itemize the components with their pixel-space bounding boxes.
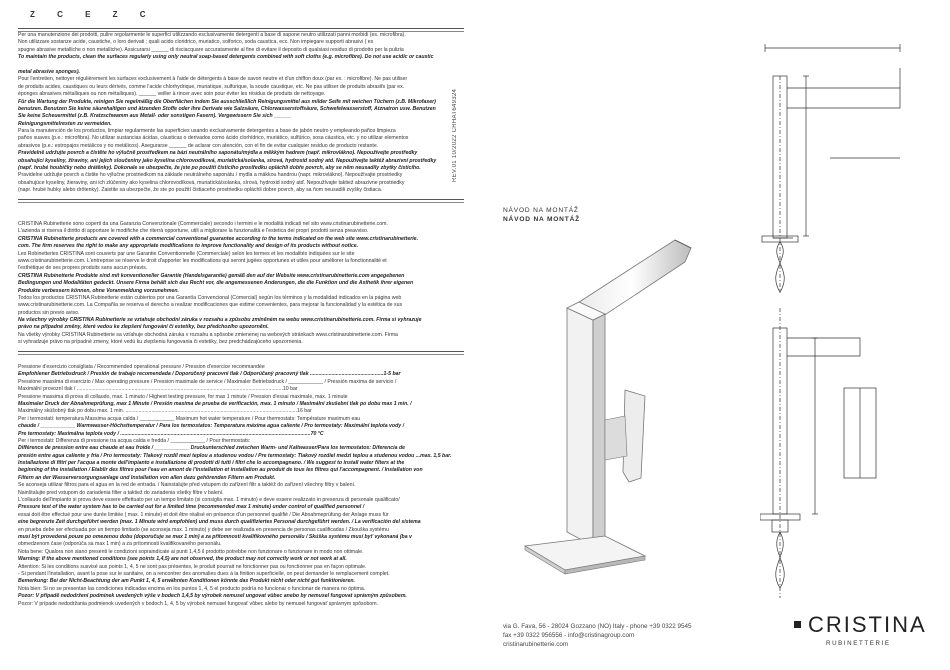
section1-line: Per una manutenzione dei prodotti, pulire regolarmente le superfici utilizzando esclusivamente detergenti a base di sapone neutro utilizzati panni morbidi (es. microfibra). <box>18 32 406 38</box>
company-address: via G. Fava, 56 - 28024 Gozzano (NO) Italy - phone +39 0322 9545 <box>503 623 692 630</box>
divider-section-2 <box>18 351 464 352</box>
section3-line: - Si pendant l'installation, avant la pose sur le sanitaire, on a rencontrer des anomalies dues à la finition superficielle, on peut demander le remplacement complet. <box>18 570 390 577</box>
section2-line: com. The firm reserves the right to make any appropriate modifications to improve functionality and design of its products without notice. <box>18 243 359 250</box>
brand-subtitle: RUBINETTERIE <box>826 640 891 647</box>
warranty-section <box>18 221 464 347</box>
technical-drawing-1 <box>762 44 900 293</box>
faucet-base <box>525 536 645 574</box>
title-line-1: NÁVOD NA MONTÁŽ <box>503 207 579 214</box>
section3-line: chaude / ____________ Warmwasser-Höchsttemperatur / Para los termostatos: Temperatura máxima agua caliente / Pro termostaty: Maximální teplota vody / <box>18 423 405 430</box>
section1-line: obsahující kyseliny, žíraviny, ani jejich sloučeniny jako kyselina chlorovodíková, muriatická/solanka, sírová, hydroxid sodný atd. Nepoužívejte taktéž abrazivní prostředky <box>18 157 437 164</box>
section1-line: éponges abrasives métalliques ou non métalliques). ______ veiller à rincer avec soin pour éviter les résidus de produits de nettoyage. <box>18 91 326 98</box>
section3-line: Warning: If the above mentioned conditions (see points 1,4,5) are not observed, the product may not correctly work or not work at all. <box>18 556 347 563</box>
section3-line: Maximaler Druck der Abnahmeprüfung, max 1 Minute / Presión maxima de prueba de verificación, max. 1 minuto / Maximální zkušební tlak po dobu max 1 min. / <box>18 400 412 407</box>
section3-line: beginning of the installation / Établir des filtres pour l'eau en amont de l'installation et installation au produit de tous les filtres qui l'accompagnent. / Installation von <box>18 467 423 474</box>
section1-line: (např. hrubé houbičky nebo drátěnky). Dokonale se ubezpečte, že jste po použití čisticího prostředku opláchli dobře povrch, aby se něm neusadily zbytky čisticího. <box>18 165 421 172</box>
section1-line: metal abrasive sponges). <box>18 68 80 75</box>
section1-line: (napr. hrubé hubky alebo drôtenky). Zaistite sa ubezpečte, že ste po použití čistiaceho prostriedku opláchli dobre povrch, aby sa ňom neusadili zvyšky čistiaca. <box>18 187 383 194</box>
section3-line: Maximální provozní tlak / ...............................................................................................................................................10 bar <box>18 386 298 393</box>
company-website: cristinarubinetterie.com <box>503 641 569 648</box>
section3-line: Différence de pression entre eau chaude et eau froide / ____________ Druckunterschied zwischen Warm- und Kaltwasser/Para los termostatos: Diferencia de <box>18 445 406 452</box>
brand-logo <box>808 612 927 647</box>
section1-line: Pour l'entretien, nettoyer régulièrement les surfaces exclusivement à l'aide de détergents à base de savon neutre et d'un chiffon doux (par ex. : microfibre). Ne pas utiliser <box>18 76 408 83</box>
section1-line: Pravidelně udržujte povrch a čistěte ho výlučně prostředkem na bázi neutrálního saponátu/mýdla a měkkým hadrem (např. mikrovlákno). Nepoužívejte prostředky <box>18 150 418 157</box>
section2-line: l'esthétique de ses propres produits sans aucun préavis. <box>18 265 148 272</box>
document-code: REV.01 10/2022 CRHAT649324 <box>452 88 458 182</box>
section3-line: Pressione massima di esercizio / Max operating pressure / Pression maximale de service / Maximaler Betriebsdruck / ____________ / Pressión maxima de servicio / <box>18 378 397 385</box>
section2-line: Bedingungen und Modalitäten gedeckt. Unsere Firma behält sich das Recht vor, die angemessenen Änderungen, die die Funktion und die Ästhetik ihrer eigenen <box>18 280 414 287</box>
brand-mark-icon <box>794 621 801 628</box>
section1-line: de produits acides, caustiques ou leurs dérivés, comme l'acide chlorhydrique, muriatique, sulfurique, la soude caustique, etc. Ne pas utiliser de produits abrasifs (par ex. <box>18 83 405 90</box>
section3-line: Pressure test of the water system has to be carried out for a limited time (recommended max 1 minute) under control of qualified personnel / <box>18 504 365 511</box>
section3-line: L'collaudo dell'impianto si prova deve essere effettuato per un tempo limitato (si consiglia max. 1 minuto) e deve essere realizzato in presenza di personale qualificato/ <box>18 497 400 504</box>
section3-line: Bemerkung: Bei der Nicht-Beachtung der am Punkt 1, 4, 5 erwähnten Konditionen könnte das Produkt nicht oder nicht gut funktionieren. <box>18 578 355 585</box>
faucet-body <box>567 302 605 546</box>
company-fax-email: fax +39 0322 956556 - info@cristinagroup.com <box>503 632 635 639</box>
divider-section-1b <box>18 202 464 203</box>
section3-line: Pozor: V případě nedodržení podmínek uvedených výše v bodech 1,4,5 by výrobek nemusel ungovat vůbec anebo by nemusel fungovat správným způsobem. <box>18 593 407 600</box>
maintenance-section <box>18 32 464 195</box>
section1-line: Für die Wartung der Produkte, reinigen Sie regelmäßig die Oberflächen indem Sie ausschließlich Reinigungsmittel aus milder Seife mit weichen Tüchern (z.B. Mikrofaser) <box>18 98 436 105</box>
section2-line: si vyhradzuje právo na prípadné zmeny, ktoré vedú ku zlepšeniu fungovania či estetiky, bez predchádzajúceho upozornenia. <box>18 339 303 346</box>
section1-line: obsahujúce kyseliny, žieraviny, ani ich zlúčeniny ako kyselina chlorovodíková, muriatická/solanka, sírová, hydroxid sodný atď. Nepoužívajte taktiež abrazívne prostriedky <box>18 179 405 186</box>
section1-line: Sie keine Scheuermittel (z.B. Kratzschwamm aus Metall- oder sonstigen Fasern). Vergewissern Sie sich ______ <box>18 113 292 120</box>
section2-line: www.cristinarubinetterie.com. La Compañía se reserva el derecho a realizar modificaciones que estime convenientes, para mejorar la funcionalidad y la estética de sus <box>18 302 403 309</box>
section3-line: Nota bien: Si no se presentan las condiciones indicadas encima en los puntos 1, 4, 5 el producto podría no funcionar o funcionar de manera no óptima. <box>18 585 366 592</box>
section3-line: Empfohlener Betriebsdruck / Presión de trabajo recomendada / Doporučený pracovní tlak / Odporúčaný pracovný tlak ...................................................1-5 bar <box>18 371 401 378</box>
section1-line <box>18 62 464 69</box>
section3-line: musí být provedená pouze po omezenou dobu (doporučuje se max 1 min) a za přítomnosti kvalifikovného personálu / Skúška systému musí byť vykonaná (ba v <box>18 533 412 540</box>
section3-line: Nota bene: Qualora non siano presenti le condizioni sopraindicate ai punti 1,4,5 il prodotto potrebbe non funzionare o funzionare in modo non ottimale. <box>18 548 364 555</box>
section1-line: To maintain the products, clean the surfaces regularly using only neutral soap-based detergents combined with soft cloths (e.g. microfibre). Do not use acidic or caustic <box>18 54 434 61</box>
section3-line: Se aconseja utilizar filtros para el agua en la red de entrada. / Nainstalujte před vstupem do zařízení filtr a taktéž do zařízení všechny filtry v balení. <box>18 482 356 489</box>
section1-line: paños suaves (p.e.: microfibra). No utilizar sustancias ácidas, cáusticas o derivados como ácido clorhídrico, muriático, sulfúrico, sosa cáustica, etc. y no utilizar elementos <box>18 135 409 142</box>
section1-line: abrasivos (p.e.: estropajos metálicos y no metálicos). Asegurarse ______ de aclarar con atención, con el fin de evitar cualquier residuo de producto restante. <box>18 142 379 149</box>
brand-name: CRISTINA <box>808 612 927 637</box>
company-contact-footer <box>503 622 692 649</box>
faucet-lever <box>605 390 645 482</box>
divider-section-1 <box>18 199 464 200</box>
section2-line: Na všetky výrobky CRISTINA Rubinetterie sa vzťahuje obchodná záruka v rozsahu a spôsobe zmienenej na webových stránkach www.cristinarubinetterie.com. Firma <box>18 331 398 338</box>
section3-line: Installazione di filtri per l'acqua a monte dell'impianto e installazione di prodotti di tutti i filtri che lo accompagnano. / We suggest to install water filters at the <box>18 460 405 467</box>
section3-line: en prueba debe ser efectuada por un tiempo limitado (se aconseja max. 1 minuto) y debe ser realizada en presencia de personas cualificadas / Zkouška systému <box>18 526 389 533</box>
section3-line: Filtern an der Wasserversorgungsanlage und Installation von allen dazu gehörenden Filtern am Produkt. <box>18 474 276 481</box>
technical-drawing-2 <box>760 308 876 598</box>
section1-line: Para la manutención de los productos, limpiar regularmente las superficies usando exclusivamente detergentes a base de jabón neutro y empleando paños limpieza <box>18 128 396 135</box>
section2-line: productos sin previo aviso. <box>18 309 80 316</box>
title-line-2: NÁVOD NA MONTÁŽ <box>503 216 580 223</box>
divider-top <box>18 28 464 29</box>
section1-line: Non utilizzare sostanze acide, caustiche, o loro derivati ; quali acido cloridrico, muriatico, solforico, soda caustica, ecc. Non impiegare supporti abrasivi ( es <box>18 39 374 46</box>
section3-line: eine begrenzte Zeit durchgeführt werden (max. 1 Minute wird empfohlen) und muss durch qualifiziertes Personal durchgeführt werden. / La verificación del sistema <box>18 519 421 526</box>
section2-line: L'azienda si riserva il diritto di apportare le modifiche che riterrà opportune, utili a migliorare la funzionalità e l'estetica dei propri prodotti senza preavviso. <box>18 228 369 235</box>
technical-specs-section <box>18 364 464 608</box>
section2-line: Produkte verbessern können, ohne Voranmeldung vorzunehmen. <box>18 287 179 294</box>
section2-line: CRISTINA Rubinetterie sono coperti da una Garanzia Convenzionale (Commerciale) secondo i termini e le modalità indicati nel sito www.cristinarubinetterie.com. <box>18 221 388 227</box>
section1-line: benutzen. Benutzen Sie keine säurehaltigen und ätzenden Stoffe oder ihre Derivate wie Salzsäure, Chlorwasserstoffsäure, Schwefelwasserstoff, Ätznatron usw. Benutzen <box>18 105 436 112</box>
section3-line: essai doit être effectué pour une durée limitée ( max. 1 minute) et doit être réalisé en présence d'un personnel qualifié / Die Abnahmeprüfung der Anlage muss für <box>18 511 389 518</box>
section3-line: Nainštalujte pred vstupom do zariadenia filter a taktiež do zariadenia všetky filtre v balení. <box>18 489 224 496</box>
technical-drawings <box>760 8 930 598</box>
faucet-illustration <box>495 220 695 600</box>
divider-section-2b <box>18 354 464 355</box>
section3-line: Maximálny skúšobný tlak po dobu max. 1 min. .......................................................................................................................16 bar <box>18 408 312 415</box>
section3-line: presión entre agua caliente y fría / Pro termostaty: Tlakový rozdíl mezi teplou a studenou vodou / Pre termostaty: Tlakový rozdiel medzi teplou a studenou vodou ...max. 1,5 bar. <box>18 452 452 459</box>
section3-line: Attention: Si les conditions susvisé aux points 1, 4, 5 ne sont pas présentes, le produit pourrait ne fonctionner pas ou fonctionner pas en façon optimale. <box>18 563 367 570</box>
section3-line: Per i termostati: Differenza di pressione tra acqua calda e fredda / ____________ / Pour thermostats: <box>18 437 251 444</box>
section2-line: Na všechny výrobky CRISTINA Rubinetterie se vztahuje obchodní záruka v rozsahu a způsobu zmíněném na webu www.cristinarubinetterie.com. Firma si vyhrazuje <box>18 317 422 324</box>
section3-line: Pressione d'esercizio consigliata / Recommended operational pressure / Pression d'exercice recommandée <box>18 364 265 370</box>
section2-line: CRISTINA Rubinetterie Produkte sind mit konventioneller Garantie (Handelsgarantie) gemäß den auf der Website www.cristinarubinetterie.com angegebenen <box>18 272 405 279</box>
section2-line: Todos los productos CRISTINA Rubinetterie están cubiertos por una Garantía Convencional (Comercial) según los términos y la modalidad indicados en la página web <box>18 294 402 301</box>
section3-line: obmedzenom čase (odporúča sa max 1 min) a za prítomnosti kvalifikovaného personálu. <box>18 541 222 548</box>
section3-line: Pressione massima di prova di collaudo, max. 1 minuto / Highest testing pressure, for max 1 minute / Pression d'essai maximale, max. 1 minute <box>18 393 348 400</box>
section2-line: Les Robinetteries CRISTINA sont couverts par une Garantie Conventionnelle (Commerciale) selon les termes et les modalités indiquées sur le site <box>18 250 355 257</box>
section1-line: Pravidelne udržujte povrch a čistite ho výlučne prostriedkom na základe neutrálneho saponátu / mydla a mäkkou handrou (napr. mikrovlákno). Nepoužívajte prostriedky <box>18 172 403 179</box>
section3-line: Per i termostati: temperatura Massima acqua calda / ____________ Maximum hot water temperature / Pour thermostats: Température maximum eau <box>18 415 361 422</box>
section3-line: Pre termostaty: Maximálna teplota vody / ....................................................................................................................................70 °C <box>18 430 324 437</box>
section2-line: CRISTINA Rubinetterie products are covered with a commercial conventional guarantee according to the terms indicated on the web site www.cristinarubinetterie. <box>18 235 419 242</box>
language-codes-header: Z C E Z C <box>30 10 156 19</box>
section1-line: Reinigungsmittelresten zu vermeiden. <box>18 120 112 127</box>
section3-line: Pozor: V prípade nedodržania podmienok uvedených v bodoch 1, 4, 5 by výrobok nemusel fungovať vôbec alebo by nemusel fungovať správnym spôsobom. <box>18 600 379 607</box>
section2-line: právo na případné změny, které vedou ke zlepšení fungování či estetiky, bez předchozího upozornění. <box>18 324 269 331</box>
section1-line: spugne abrasive metalliche o non metalliche). Assicurarsi ______ di risciacquare accuratamente al fine di evitare il deposito di qualsiasi residuo di prodotto per la pulizia <box>18 46 404 53</box>
section2-line: www.cristinarubinetterie.com. L'entreprise se réserve le droit d'apporter les modifications qui seront jugées opportunes et utiles pour améliorer la fonctionnalité et <box>18 257 387 264</box>
